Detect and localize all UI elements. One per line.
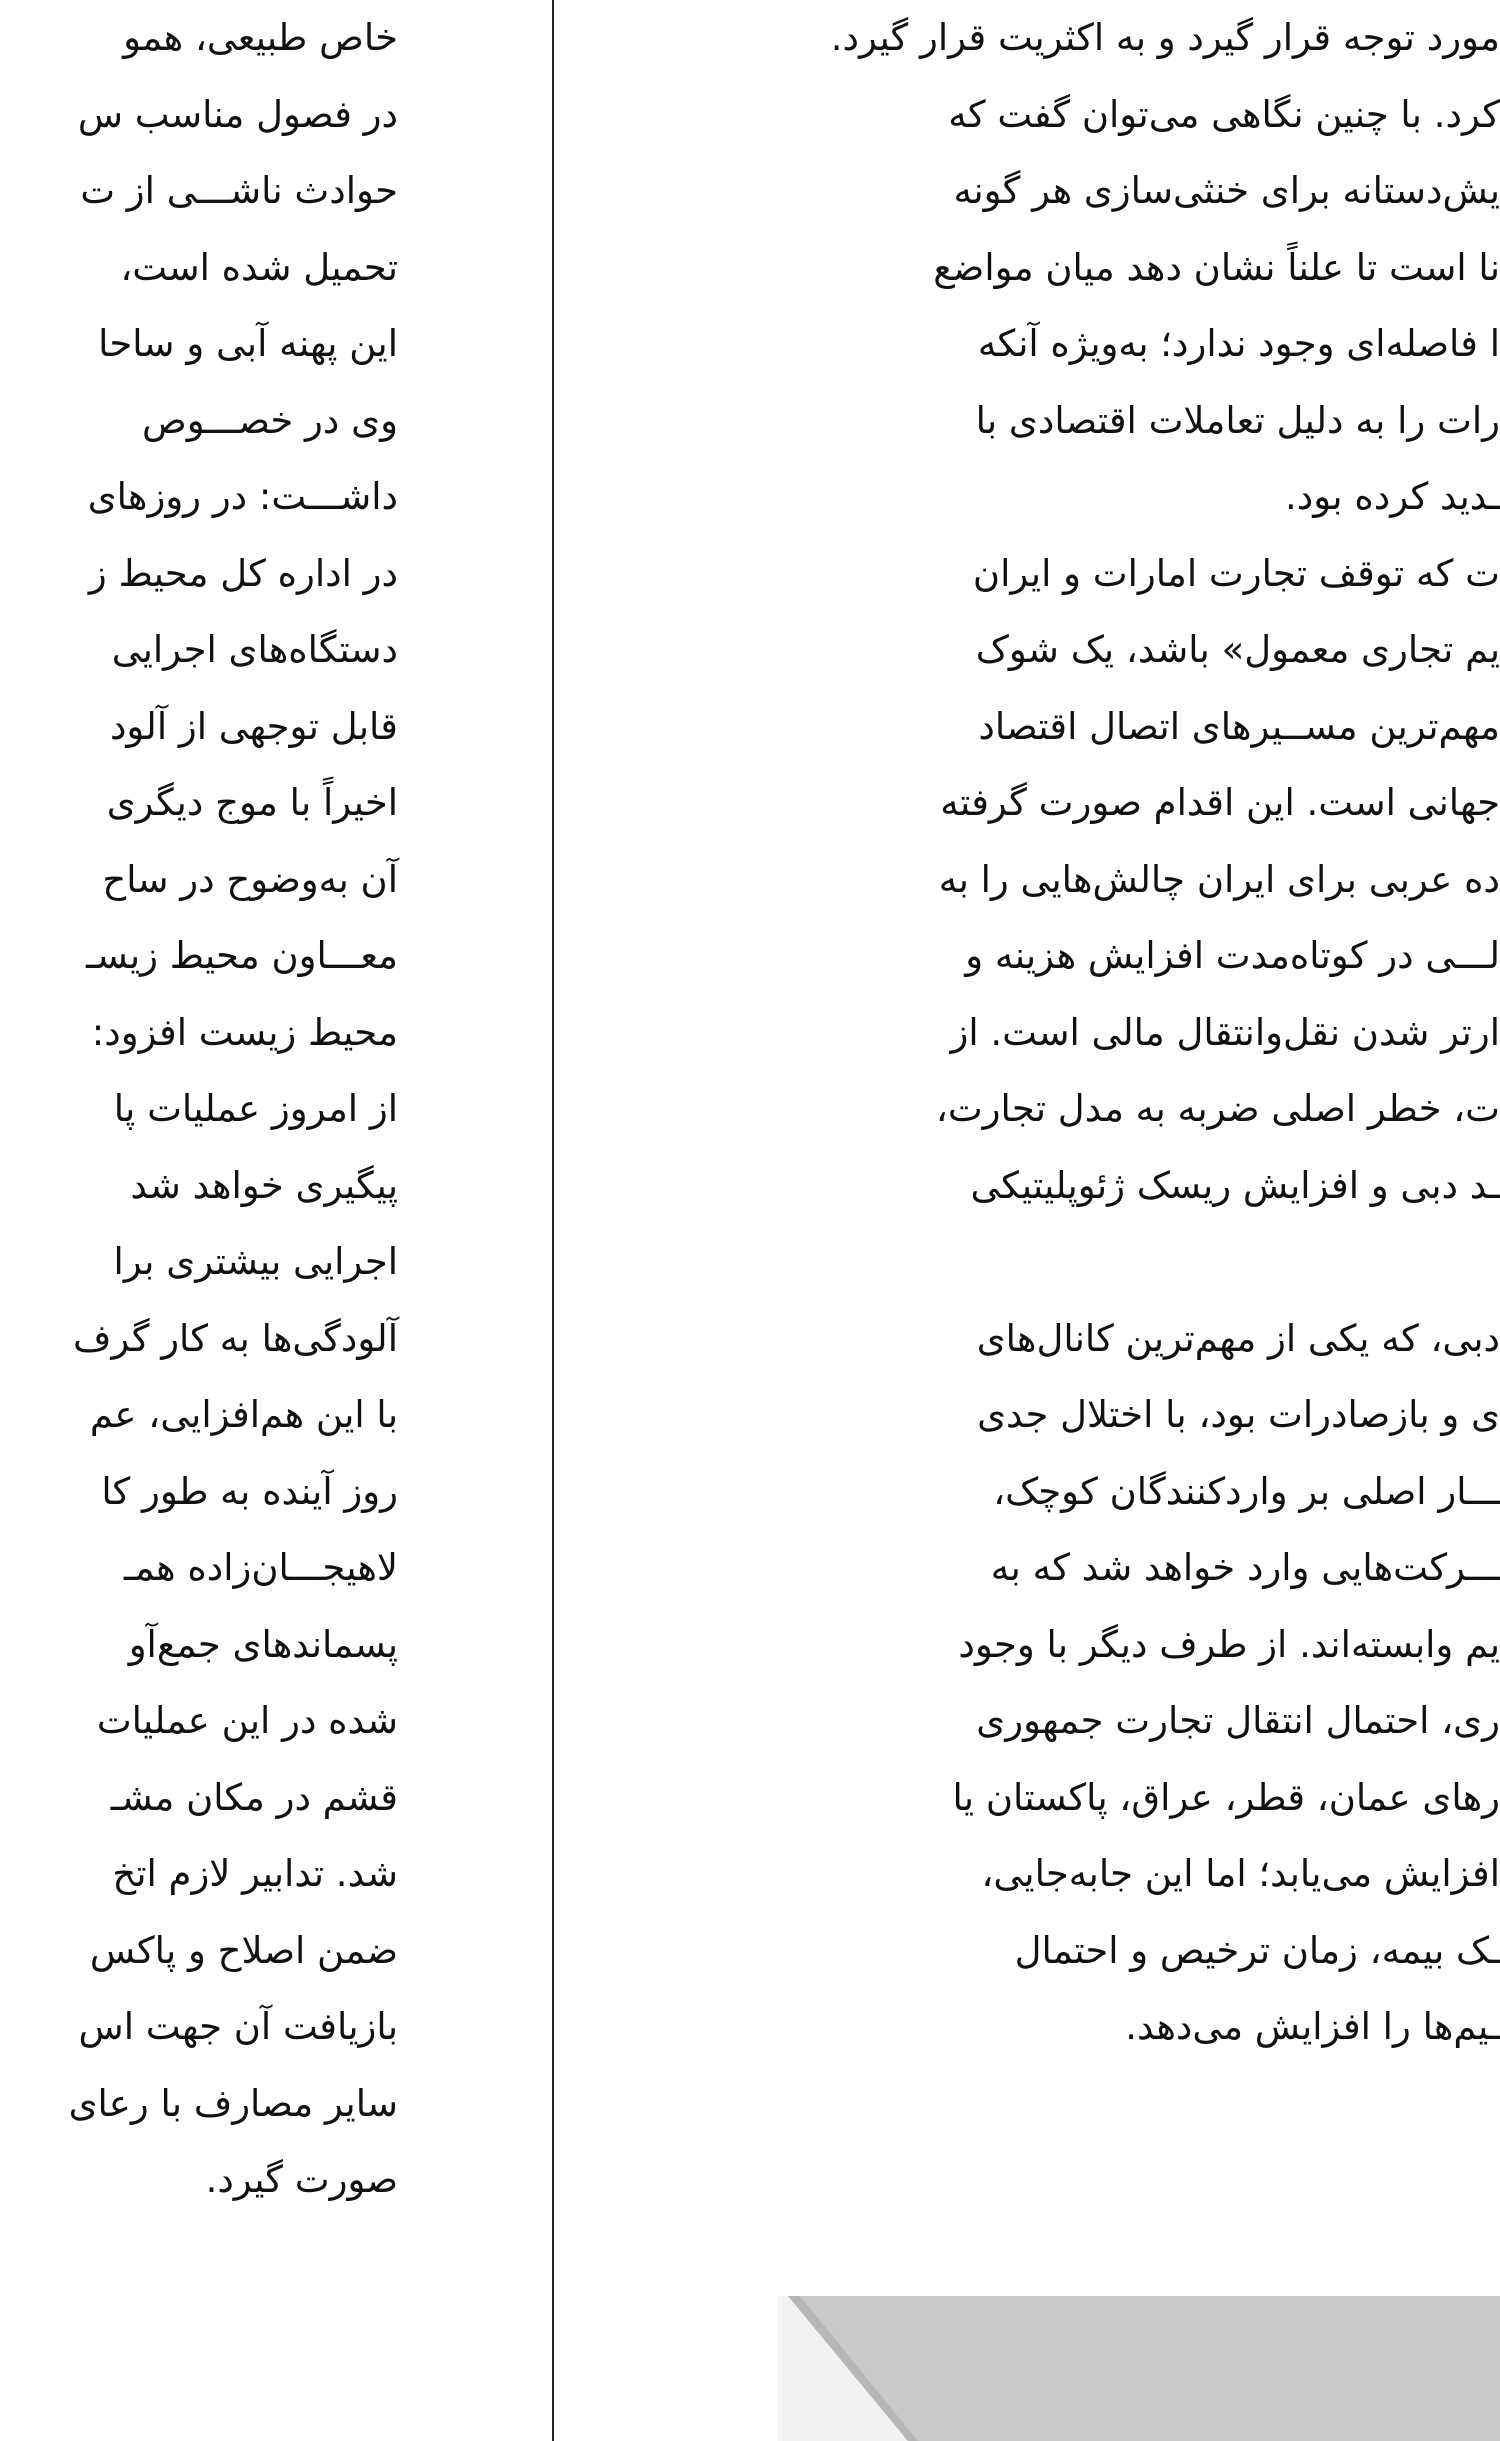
text-line: معـــاون محیط زیسـ [85,934,398,977]
text-line: اجرایی بیشتری برا [113,1240,398,1283]
column-divider [552,0,554,2441]
article-figure-graphic [778,2296,1500,2441]
right-article-column [720,0,1500,2066]
text-line: قشم در مکان مشـ [110,1775,398,1819]
text-line: نا است تا علناً نشان دهد میان مواضع [933,245,1500,289]
text-line: ـد دبی و افزایش ریسک ژئوپلیتیکی [970,1163,1500,1207]
text-line: قابل توجهی از آلود [109,704,398,748]
text-line: ارتر شدن نقل‌وانتقال مالی است. از [950,1010,1500,1054]
text-line: سایر مصارف با رعای [68,2081,398,2125]
text-line: یم وابسته‌اند. از طرف دیگر با وجود [958,1622,1500,1666]
text-line: وی در خصـــوص [141,398,398,442]
text-line: ت که توقف تجارت امارات و ایران [972,551,1500,595]
text-line: پسماندهای جمع‌آو [128,1622,398,1666]
text-line: اخیراً با موج دیگری [106,781,398,824]
figure-graphic-shapes [778,2296,1500,2441]
text-line: ا فاصله‌ای وجود ندارد؛ به‌ویژه آنکه [977,322,1500,365]
text-line: ت، خطر اصلی ضربه به مدل تجارت، [935,1087,1500,1130]
text-line: روز آینده به طور کا [101,1469,398,1513]
text-line: جهانی است. این اقدام صورت گرفته [940,781,1500,824]
text-line: آلودگی‌ها به کار گرف [73,1316,398,1360]
text-line: در اداره کل محیط ز [88,551,398,595]
text-line: حوادث ناشـــی از ت [80,169,398,212]
text-line: ـــار اصلی بر واردکنندگان کوچک، [993,1469,1500,1513]
text-line: خاص طبیعی، همو [123,16,398,59]
left-article-column [0,0,398,2219]
text-line: آن به‌وضوح در ساح [102,857,398,901]
text-line: ده عربی برای ایران چالش‌هایی را به [938,857,1500,901]
text-line: دبی، که یکی از مهم‌ترین کانال‌های [976,1316,1500,1360]
paragraph-gap [720,1224,1500,1301]
text-line: یم تجاری معمول» باشد، یک شوک [975,628,1500,671]
text-line: بازیافت آن جهت اس [78,2005,398,2048]
text-line: مهم‌ترین مســیرهای اتصال اقتصاد [978,704,1500,748]
text-line: یش‌دستانه برای خنثی‌سازی هر گونه [953,169,1500,212]
text-line: لاهیجـــان‌زاده همـ [123,1546,398,1589]
text-line: رات را به دلیل تعاملات اقتصادی با [975,398,1500,442]
text-line: رهای عمان، قطر، عراق، پاکستان یا [952,1775,1500,1819]
text-line: ـک بیمه، زمان ترخیص و احتمال [1014,1928,1500,1972]
text-line: ری، احتمال انتقال تجارت جمهوری [976,1699,1500,1742]
text-line: شد. تدابیر لازم اتخ [112,1852,398,1895]
text-line: ضمن اصلاح و پاکس [89,1928,398,1972]
text-line: در فصول مناسب س [77,92,398,136]
text-line: محیط زیست افزود: [91,1010,398,1054]
text-line: افزایش می‌یابد؛ اما این جابه‌جایی، [981,1852,1500,1895]
text-line: ـیم‌ها را افزایش می‌دهد. [1125,2005,1500,2048]
text-line: ی و بازصادرات بود، با اختلال جدی [977,1393,1500,1436]
text-line: با این هم‌افزایی، عم [89,1393,398,1436]
text-line: صورت گیرد. [205,2158,398,2201]
text-line: دستگاه‌های اجرایی [111,628,398,671]
text-line: کرد. با چنین نگاهی می‌توان گفت که [948,92,1500,136]
text-line: پیگیری خواهد شد [130,1163,398,1207]
text-line: این پهنه آبی و ساحا [98,322,398,365]
text-line: داشـــت: در روزهای [87,475,398,518]
text-line: ـــرکت‌هایی وارد خواهد شد که به [990,1546,1500,1589]
text-line: شده در این عملیات [96,1699,398,1742]
text-line: لـــی در کوتاه‌مدت افزایش هزینه و [965,934,1500,977]
text-line: مورد توجه قرار گیرد و به اکثریت قرار گیرد. [830,16,1500,59]
text-line: از امروز عملیات پا [113,1087,398,1130]
text-line: تحمیل شده است، [120,245,398,289]
text-line: ـدید کرده بود. [1284,475,1500,518]
